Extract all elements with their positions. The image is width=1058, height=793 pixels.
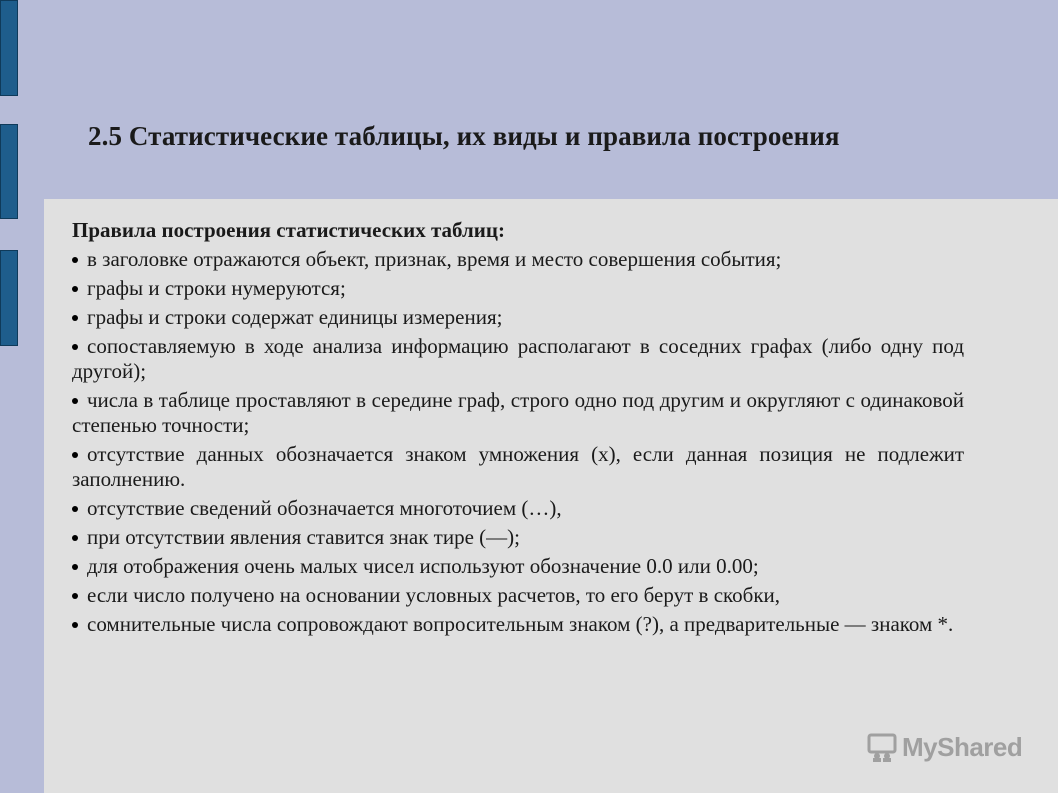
bullet-icon (72, 257, 78, 263)
rule-text: графы и строки содержат единицы измерения; (87, 305, 503, 329)
accent-bar-middle (0, 124, 18, 219)
list-item (72, 496, 964, 521)
bullet-icon (72, 398, 78, 404)
rule-text: сопоставляемую в ходе анализа информацию располагают в соседних графах (либо одну под другой); (72, 334, 964, 383)
watermark-logo (866, 728, 1022, 766)
rule-text: в заголовке отражаются объект, признак, время и место совершения события; (87, 247, 782, 271)
rule-text: сомнительные числа сопровождают вопросительным знаком (?), а предварительные — знаком *. (87, 612, 954, 636)
rule-text: при отсутствии явления ставится знак тире (—); (87, 525, 520, 549)
classroom-icon (866, 731, 898, 763)
rule-text: графы и строки нумеруются; (87, 276, 346, 300)
bullet-icon (72, 593, 78, 599)
bullet-icon (72, 344, 78, 350)
list-item (72, 305, 964, 330)
accent-bar-top (0, 0, 18, 96)
rules-heading: Правила построения статистических таблиц: (72, 218, 506, 242)
bullet-icon (72, 535, 78, 541)
bullet-icon (72, 452, 78, 458)
rule-text: числа в таблице проставляют в середине граф, строго одно под другим и округляют с одинаковой степенью точности; (72, 388, 964, 437)
list-item (72, 525, 964, 550)
rule-text: отсутствие сведений обозначается многоточием (…), (87, 496, 562, 520)
rules-list (72, 247, 964, 637)
list-item (72, 442, 964, 492)
bullet-icon (72, 564, 78, 570)
rule-text: отсутствие данных обозначается знаком умножения (х), если данная позиция не подлежит заполнению. (72, 442, 964, 491)
rule-text: для отображения очень малых чисел используют обозначение 0.0 или 0.00; (87, 554, 759, 578)
list-item (72, 276, 964, 301)
list-item (72, 334, 964, 384)
page-title: 2.5 Статистические таблицы, их виды и правила построения (88, 121, 840, 151)
list-item (72, 388, 964, 438)
watermark-text: MyShared (902, 731, 1023, 762)
list-item (72, 554, 964, 579)
list-item (72, 612, 964, 637)
rule-text: если число получено на основании условных расчетов, то его берут в скобки, (87, 583, 781, 607)
list-item (72, 247, 964, 272)
rules-block (72, 218, 964, 641)
bullet-icon (72, 506, 78, 512)
left-decoration (0, 0, 22, 793)
list-item (72, 583, 964, 608)
bullet-icon (72, 286, 78, 292)
bullet-icon (72, 315, 78, 321)
bullet-icon (72, 622, 78, 628)
accent-bar-bottom (0, 250, 18, 346)
